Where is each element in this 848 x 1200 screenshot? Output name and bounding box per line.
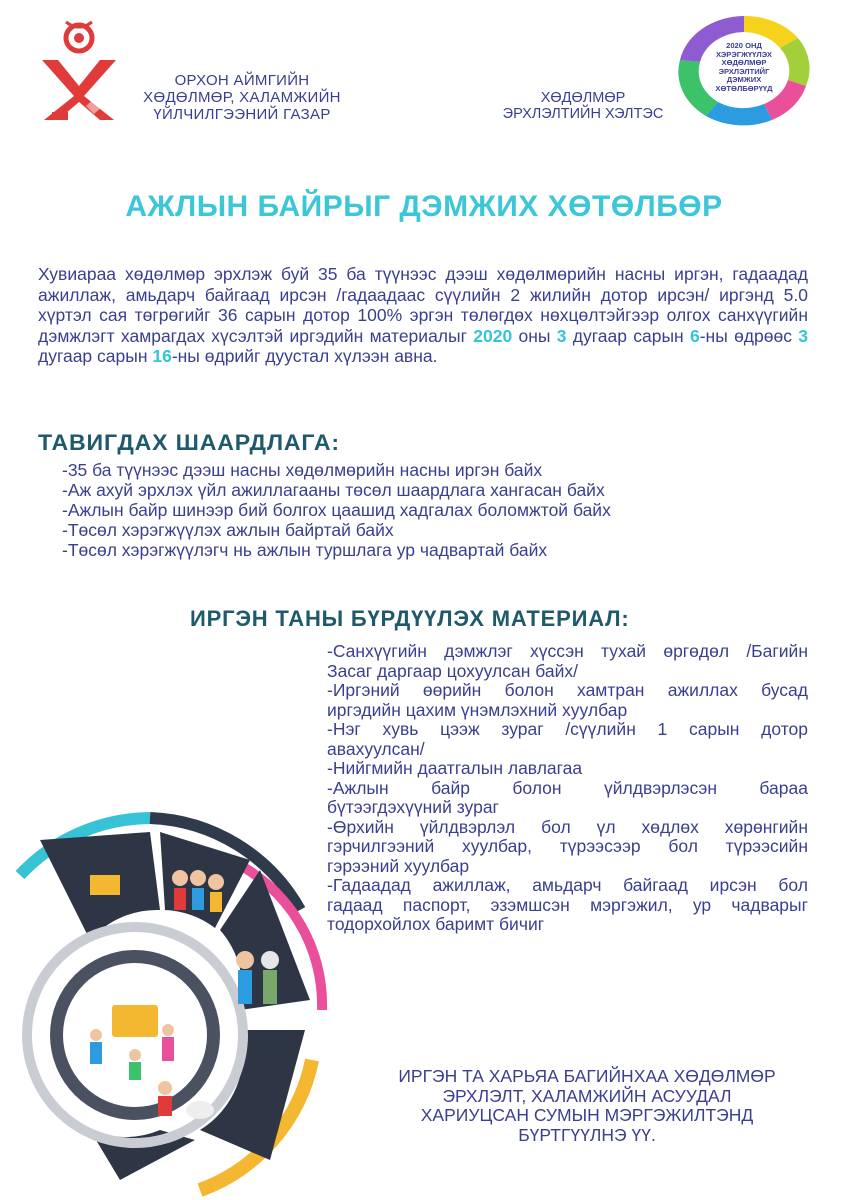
- intro-year: 2020: [473, 325, 513, 346]
- list-item: -Аж ахуй эрхлэх үйл ажиллагааны төсөл шаардлага хангасан байх: [62, 480, 605, 500]
- list-item: -Төсөл хэрэгжүүлэх ажлын байртай байх: [62, 520, 394, 540]
- footer-note: [352, 1067, 822, 1145]
- page-title: АЖЛЫН БАЙРЫГ ДЭМЖИХ ХӨТӨЛБӨР: [125, 190, 723, 223]
- badge-line: ДЭМЖИХ: [726, 75, 762, 85]
- intro-text: -ны өдрөөс: [699, 325, 799, 346]
- footer-line: ХАРИУЦСАН СУМЫН МЭРГЭЖИЛТЭНД: [420, 1105, 754, 1125]
- list-item: [327, 818, 808, 877]
- program-badge-text: [700, 42, 788, 94]
- org-name-line: ҮЙЛЧИЛГЭЭНИЙ ГАЗАР: [153, 106, 331, 123]
- list-item-line: -Санхүүгийн дэмжлэг хүссэн тухай өргөдөл /Багийн: [327, 641, 808, 661]
- intro-paragraph: [38, 264, 808, 367]
- list-item: [327, 876, 808, 935]
- badge-line: ХӨТӨЛБӨРҮҮД: [715, 83, 773, 93]
- org-name: [122, 72, 362, 123]
- badge-line: ЭРХЛЭЛТИЙГ: [718, 66, 770, 76]
- requirements-list: [62, 460, 611, 560]
- list-item: -Төсөл хэрэгжүүлэгч нь ажлын туршлага ур чадвартай байх: [62, 540, 548, 560]
- list-item-line: -Нийгмийн даатгалын лавлагаа: [327, 758, 583, 778]
- requirements-heading: ТАВИГДАХ ШААРДЛАГА:: [38, 430, 340, 455]
- badge-line: ХЭРЭГЖҮҮЛЭХ: [716, 49, 772, 59]
- list-item-line: гадаад паспорт, эзэмшсэн мэргэжил, ур чадварыг: [327, 894, 808, 915]
- list-item-line: -Нэг хувь цээж зураг /сүүлийн 1 сарын дотор: [327, 719, 808, 739]
- list-item-line: иргэдийн цахим үнэмлэхний хуулбар: [327, 699, 628, 720]
- footer-line: БҮРТГҮҮЛНЭ ҮҮ.: [518, 1124, 656, 1145]
- list-item-line: -Гадаадад ажиллаж, амьдарч байгаад ирсэн бол: [327, 875, 808, 895]
- infographic-wheel-icon: [0, 800, 340, 1200]
- intro-day: 6: [689, 325, 700, 346]
- badge-line: 2020 ОНД: [726, 41, 762, 50]
- list-item-line: тодорхойлох баримт бичиг: [327, 914, 545, 934]
- list-item: [327, 759, 808, 779]
- list-item-line: гэрчилгээний хуулбар, түрээсээр бол түрээсийн: [327, 836, 808, 856]
- list-item-line: -Иргэний өөрийн болон хамтран ажиллах бусад: [327, 680, 808, 700]
- org-logo-icon: [38, 16, 120, 124]
- intro-month: 3: [798, 325, 808, 346]
- list-item-line: -Өрхийн үйлдвэрлэл бол үл хөдлөх хөрөнгийн: [327, 816, 808, 837]
- footer-line: ЭРХЛЭЛТ, ХАЛАМЖИЙН АСУУДАЛ: [442, 1085, 732, 1106]
- department-name-line: ХӨДӨЛМӨР: [540, 90, 626, 106]
- list-item: [327, 642, 808, 681]
- list-item-line: авахуулсан/: [327, 738, 425, 759]
- list-item: -35 ба түүнээс дээш насны хөдөлмөрийн насны иргэн байх: [62, 460, 543, 480]
- org-name-line: ОРХОН АЙМГИЙН: [174, 72, 310, 89]
- intro-day: 16: [152, 346, 172, 366]
- list-item-line: -Ажлын байр болон үйлдвэрлэсэн бараа: [327, 777, 808, 798]
- department-name: [478, 90, 688, 122]
- materials-list: [327, 642, 808, 935]
- department-name-line: ЭРХЛЭЛТИЙН ХЭЛТЭС: [502, 106, 664, 122]
- intro-text: оны: [512, 325, 557, 346]
- intro-text: Хувиараа хөдөлмөр эрхлэж буй 35 ба түүнээс дээш хөдөлмөрийн насны иргэн, гадаадад ажиллаж, амьдарч байгаад ирсэн /гадаадаас сүүлийн 2 жилийн дотор ирсэн/ иргэнд 5.0 хүртэл сая төгрөгийг 36 сарын дотор 100% эргэн төлөгдөх нөхцөлтэйгээр олгох санхүүгийн дэмжлэгт хамрагдах хүсэлтэй иргэдийн материалыг: [38, 264, 808, 346]
- list-item: [327, 681, 808, 720]
- list-item-line: бүтээгдэхүүний зураг: [327, 797, 499, 817]
- list-item: [327, 779, 808, 818]
- list-item: [327, 720, 808, 759]
- intro-month: 3: [556, 325, 567, 346]
- materials-heading: ИРГЭН ТАНЫ БҮРДҮҮЛЭХ МАТЕРИАЛ:: [190, 606, 630, 631]
- intro-text: дугаар сарын: [38, 346, 153, 366]
- intro-text: дугаар сарын: [566, 325, 690, 346]
- footer-line: ИРГЭН ТА ХАРЬЯА БАГИЙНХАА ХӨДӨЛМӨР: [398, 1066, 776, 1086]
- intro-text: -ны өдрийг дуустал хүлээн авна.: [171, 346, 438, 366]
- list-item-line: гэрээний хуулбар: [327, 855, 470, 876]
- badge-line: ХӨДӨЛМӨР: [721, 58, 767, 68]
- org-name-line: ХӨДӨЛМӨР, ХАЛАМЖИЙН: [143, 89, 341, 106]
- list-item-line: Засаг даргаар цохуулсан байх/: [327, 660, 578, 681]
- list-item: -Ажлын байр шинээр бий болгох цаашид хадгалах боломжтой байх: [62, 500, 611, 520]
